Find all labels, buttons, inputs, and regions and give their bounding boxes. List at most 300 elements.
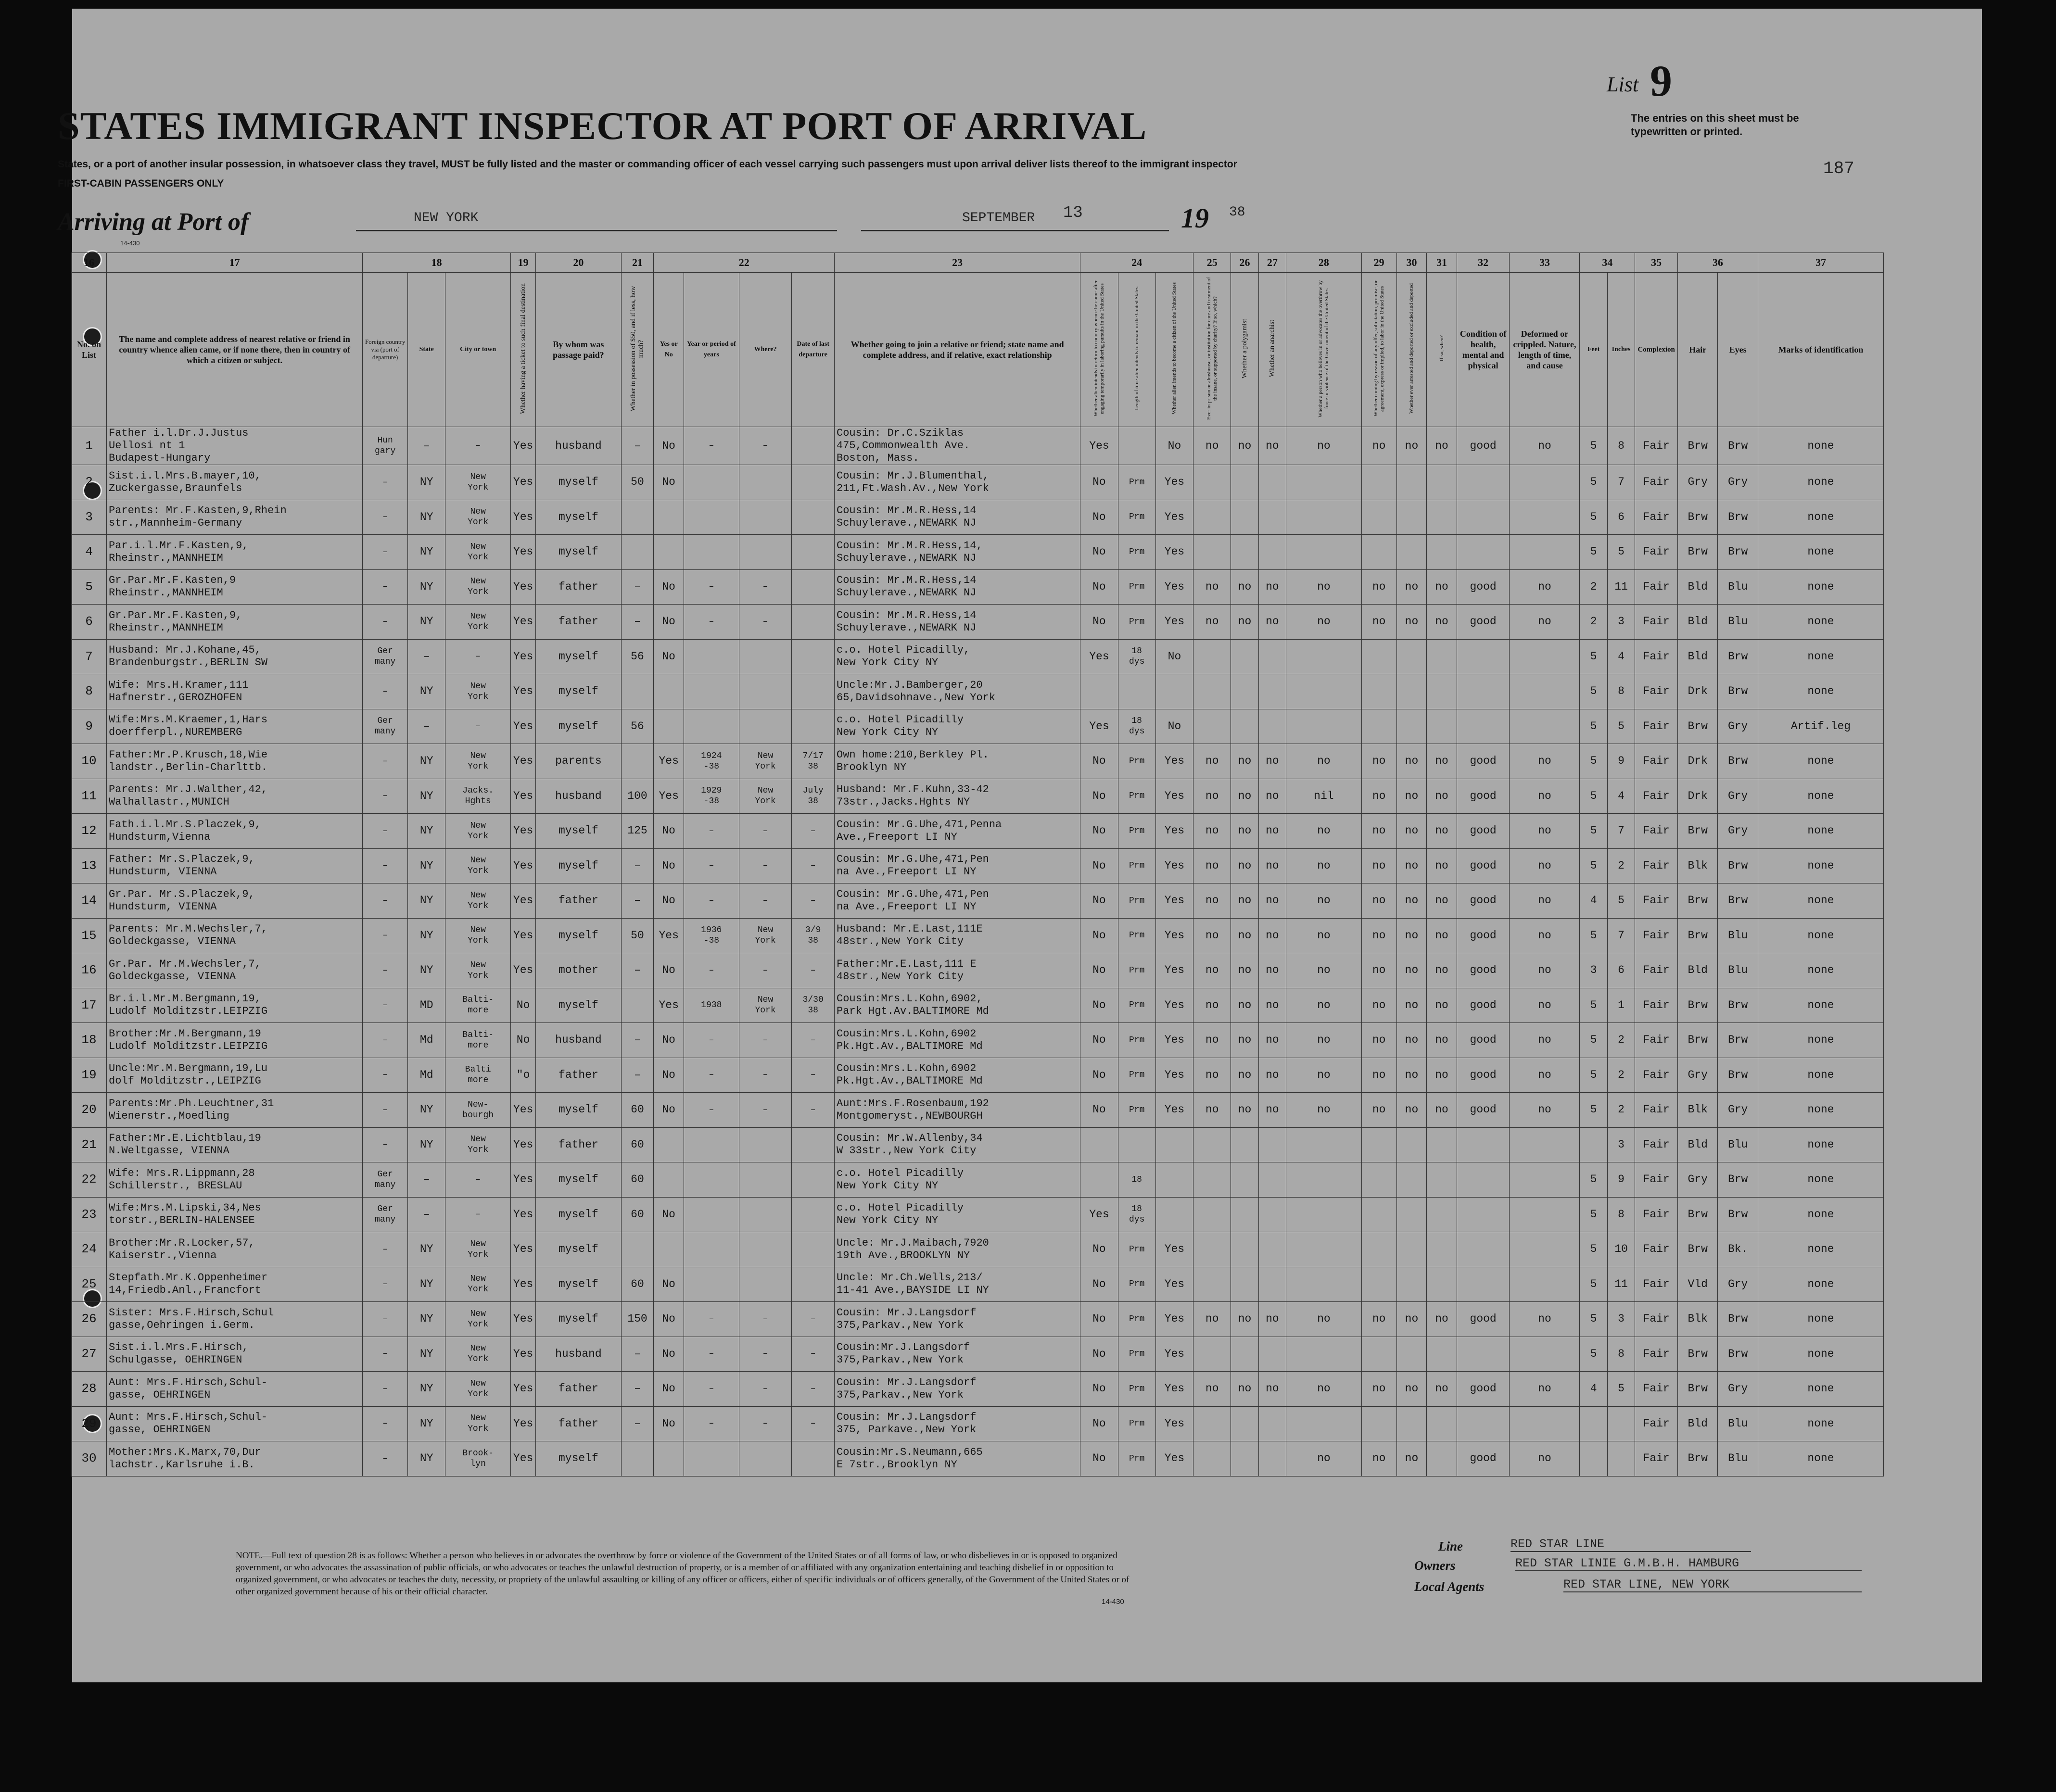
state-cell: – [408,639,445,674]
nearest-relative-cell: Father:Mr.P.Krusch,18,Wie landstr.,Berlin-Charlttb. [107,744,363,779]
ticket-cell: Yes [511,569,536,605]
q30-cell [1396,1232,1427,1267]
nearest-relative-cell: Parents: Mr.J.Walther,42, Walhallastr.,MUNICH [107,779,363,814]
q31-cell: no [1427,744,1457,779]
purpose-length-cell: Prm [1118,1406,1155,1441]
purpose-length-cell: 18 [1118,1162,1155,1198]
marks-cell: none [1758,814,1883,849]
purpose-return-cell: No [1080,1302,1118,1337]
anarchist-cell: no [1258,605,1286,640]
departure-date-cell [792,465,835,500]
period-cell: – [684,1093,739,1128]
eyes-cell: Bk. [1718,1232,1758,1267]
departure-date-cell [792,709,835,744]
q30-cell [1396,709,1427,744]
health-cell: good [1457,1441,1510,1477]
polygamist-cell: no [1231,569,1258,605]
feet-cell: 5 [1580,1302,1607,1337]
foreign-country-cell: – [363,883,408,919]
q31-cell [1427,465,1457,500]
anarchist-cell: no [1258,988,1286,1023]
purpose-return-cell [1080,1162,1118,1198]
before-in-us-cell: No [654,1372,684,1407]
header-passage-paid: By whom was passage paid? [536,273,621,427]
col-number: 30 [1396,253,1427,273]
header-q29-text: Whether coming by reason of any offer, solicitation, promise, or agreement, express or implied, to labor in the United States [1372,280,1385,416]
where-cell: – [739,1372,792,1407]
purpose-citizen-cell: Yes [1155,1337,1193,1372]
purpose-citizen-cell: Yes [1155,1232,1193,1267]
inches-cell: 6 [1607,500,1635,535]
period-cell: – [684,1372,739,1407]
inches-cell: 2 [1607,1023,1635,1058]
purpose-length-cell [1118,674,1155,709]
anarchist-cell [1258,1197,1286,1232]
table-row [72,1023,1884,1058]
anarchist-cell: no [1258,779,1286,814]
ticket-cell: Yes [511,814,536,849]
header-eyes: Eyes [1718,273,1758,427]
prison-cell [1193,1441,1231,1477]
eyes-cell: Brw [1718,535,1758,570]
feet-cell [1580,1441,1607,1477]
complexion-cell: Fair [1635,1372,1678,1407]
health-cell: good [1457,605,1510,640]
purpose-return-cell: No [1080,605,1118,640]
row-number: 21 [72,1127,107,1162]
city-cell: New York [445,883,511,919]
feet-cell: 2 [1580,569,1607,605]
eyes-cell: Gry [1718,1372,1758,1407]
nearest-relative-cell: Wife:Mrs.M.Kraemer,1,Hars doerfferpl.,NUREMBERG [107,709,363,744]
city-cell: – [445,1197,511,1232]
complexion-cell: Fair [1635,535,1678,570]
purpose-citizen-cell: Yes [1155,744,1193,779]
feet-cell: 5 [1580,1337,1607,1372]
inches-cell [1607,1441,1635,1477]
header-health: Condition of health, mental and physical [1457,273,1510,427]
typewritten-note: The entries on this sheet must be typewritten or printed. [1631,112,1799,138]
nearest-relative-cell: Husband: Mr.J.Kohane,45, Brandenburgstr.,BERLIN SW [107,639,363,674]
period-cell: – [684,1406,739,1441]
state-cell: NY [408,1093,445,1128]
q30-cell [1396,1197,1427,1232]
deformed-cell [1510,535,1580,570]
q29-cell [1361,709,1396,744]
q29-cell: no [1361,779,1396,814]
complexion-cell: Fair [1635,1302,1678,1337]
joining-cell: Own home:210,Berkley Pl. Brooklyn NY [835,744,1080,779]
row-number: 1 [72,427,107,465]
passage-paid-cell: father [536,569,621,605]
table-row [72,1372,1884,1407]
header-prison-text: Ever in prison or almshouse, or institution for care and treatment of the insane, or supported by charity? If so, which? [1206,277,1218,420]
feet-cell: 5 [1580,1267,1607,1302]
departure-date-cell: – [792,1302,835,1337]
city-cell: New York [445,1267,511,1302]
where-cell: – [739,814,792,849]
polygamist-cell: no [1231,988,1258,1023]
foreign-country-cell: – [363,848,408,883]
period-cell [684,465,739,500]
joining-cell: Cousin: Mr.M.R.Hess,14 Schuylerave.,NEWARK NJ [835,569,1080,605]
city-cell: – [445,639,511,674]
foreign-country-cell: – [363,605,408,640]
city-cell: New York [445,1337,511,1372]
joining-cell: Cousin: Mr.J.Langsdorf 375, Parkave.,New York [835,1406,1080,1441]
q30-cell: no [1396,569,1427,605]
where-cell: – [739,1058,792,1093]
deformed-cell: no [1510,1093,1580,1128]
health-cell: good [1457,744,1510,779]
hair-cell: Brw [1677,918,1717,953]
joining-cell: c.o. Hotel Picadilly New York City NY [835,709,1080,744]
arrival-year-suffix: 38 [1229,205,1245,220]
departure-date-cell [792,535,835,570]
period-cell: – [684,605,739,640]
marks-cell: none [1758,1162,1883,1198]
nearest-relative-cell: Parents: Mr.M.Wechsler,7, Goldeckgasse, VIENNA [107,918,363,953]
anarchist-cell [1258,709,1286,744]
q30-cell [1396,639,1427,674]
passenger-manifest-table [71,252,1884,1477]
ticket-cell: Yes [511,535,536,570]
passage-paid-cell: myself [536,639,621,674]
header-purpose-b [1118,273,1155,427]
anarchist-cell [1258,465,1286,500]
header-deformed: Deformed or crippled. Nature, length of time, and cause [1510,273,1580,427]
deformed-cell [1510,674,1580,709]
complexion-cell: Fair [1635,1197,1678,1232]
joining-cell: Cousin: Mr.M.R.Hess,14 Schuylerave.,NEWARK NJ [835,605,1080,640]
anarchist-cell [1258,535,1286,570]
q31-cell [1427,709,1457,744]
row-number: 9 [72,709,107,744]
table-row [72,883,1884,919]
anarchist-cell [1258,1337,1286,1372]
header-anarchist [1258,273,1286,427]
purpose-length-cell: Prm [1118,1058,1155,1093]
ticket-cell: Yes [511,605,536,640]
q29-cell: no [1361,953,1396,988]
polygamist-cell [1231,1162,1258,1198]
foreign-country-cell: – [363,988,408,1023]
before-in-us-cell: No [654,1302,684,1337]
row-number: 26 [72,1302,107,1337]
marks-cell: none [1758,918,1883,953]
ticket-cell: Yes [511,427,536,465]
date-underline [861,230,1169,231]
period-cell: 1938 [684,988,739,1023]
before-in-us-cell: Yes [654,744,684,779]
header-date-departure: Date of last departure [792,273,835,427]
complexion-cell: Fair [1635,848,1678,883]
health-cell [1457,674,1510,709]
health-cell [1457,1337,1510,1372]
joining-cell: Cousin:Mr.J.Langsdorf 375,Parkav.,New York [835,1337,1080,1372]
line-value: RED STAR LINE [1510,1537,1751,1552]
period-cell: – [684,1302,739,1337]
anarchist-cell: no [1258,1372,1286,1407]
period-cell [684,1441,739,1477]
polygamist-cell [1231,1127,1258,1162]
period-cell [684,1232,739,1267]
instruction-line: States, or a port of another insular possession, in whatsoever class they travel, MUST be fully listed and the master or commanding officer of each vessel carrying such passengers must upon arrival deliver lists thereof to the immigrant inspector [58,159,1237,170]
prison-cell: no [1193,1058,1231,1093]
q31-cell [1427,1232,1457,1267]
prison-cell [1193,1337,1231,1372]
joining-cell: Uncle: Mr.Ch.Wells,213/ 11-41 Ave.,BAYSIDE LI NY [835,1267,1080,1302]
complexion-cell: Fair [1635,709,1678,744]
purpose-length-cell: Prm [1118,465,1155,500]
marks-cell: none [1758,1372,1883,1407]
purpose-citizen-cell: Yes [1155,953,1193,988]
state-cell: NY [408,1406,445,1441]
passage-paid-cell: parents [536,744,621,779]
purpose-citizen-cell [1155,674,1193,709]
q31-cell: no [1427,814,1457,849]
purpose-citizen-cell [1155,1197,1193,1232]
departure-date-cell [792,1197,835,1232]
arriving-label: Arriving at Port of [58,208,249,236]
city-cell: New York [445,1127,511,1162]
city-cell: – [445,1162,511,1198]
feet-cell: 5 [1580,744,1607,779]
q29-cell: no [1361,744,1396,779]
q30-cell [1396,535,1427,570]
q28-cell: no [1286,918,1362,953]
departure-date-cell: – [792,814,835,849]
passage-paid-cell: myself [536,500,621,535]
ticket-cell: Yes [511,1162,536,1198]
joining-cell: Cousin: Mr.G.Uhe,471,Pen na Ave.,Freeport LI NY [835,848,1080,883]
q31-cell: no [1427,1058,1457,1093]
passage-paid-cell: myself [536,1441,621,1477]
anarchist-cell: no [1258,848,1286,883]
eyes-cell: Blu [1718,605,1758,640]
money-cell [621,535,654,570]
money-cell: 100 [621,779,654,814]
foreign-country-cell: – [363,1441,408,1477]
city-cell: New York [445,535,511,570]
eyes-cell: Gry [1718,465,1758,500]
hair-cell: Brw [1677,1372,1717,1407]
marks-cell: none [1758,1406,1883,1441]
anarchist-cell [1258,1127,1286,1162]
ticket-cell: Yes [511,918,536,953]
state-cell: – [408,1197,445,1232]
health-cell [1457,1162,1510,1198]
before-in-us-cell: No [654,1093,684,1128]
table-row [72,639,1884,674]
eyes-cell: Brw [1718,427,1758,465]
marks-cell: none [1758,569,1883,605]
health-cell: good [1457,1058,1510,1093]
q28-cell: no [1286,569,1362,605]
purpose-length-cell: Prm [1118,1372,1155,1407]
city-cell: Jacks. Hghts [445,779,511,814]
health-cell [1457,1232,1510,1267]
money-cell: 60 [621,1197,654,1232]
feet-cell: 2 [1580,605,1607,640]
deformed-cell [1510,709,1580,744]
deformed-cell: no [1510,1058,1580,1093]
purpose-length-cell: Prm [1118,1337,1155,1372]
feet-cell: 5 [1580,1232,1607,1267]
ticket-cell: "o [511,1058,536,1093]
eyes-cell: Brw [1718,848,1758,883]
passage-paid-cell: husband [536,427,621,465]
ticket-cell: No [511,1023,536,1058]
deformed-cell: no [1510,1302,1580,1337]
eyes-cell: Brw [1718,500,1758,535]
state-cell: Md [408,1058,445,1093]
departure-date-cell: – [792,953,835,988]
health-cell [1457,709,1510,744]
departure-date-cell [792,500,835,535]
purpose-return-cell: No [1080,535,1118,570]
eyes-cell: Blu [1718,918,1758,953]
period-cell: – [684,1023,739,1058]
period-cell [684,639,739,674]
eyes-cell: Gry [1718,1267,1758,1302]
health-cell: good [1457,1372,1510,1407]
money-cell: – [621,1023,654,1058]
prison-cell [1193,1197,1231,1232]
purpose-return-cell: No [1080,1406,1118,1441]
complexion-cell: Fair [1635,674,1678,709]
deformed-cell [1510,1232,1580,1267]
purpose-length-cell: Prm [1118,779,1155,814]
complexion-cell: Fair [1635,883,1678,919]
deformed-cell: no [1510,1441,1580,1477]
row-number: 14 [72,883,107,919]
money-cell: 50 [621,465,654,500]
nearest-relative-cell: Gr.Par. Mr.S.Placzek,9, Hundsturm, VIENNA [107,883,363,919]
header-ticket [511,273,536,427]
q28-cell [1286,1267,1362,1302]
money-cell [621,988,654,1023]
q29-cell [1361,1267,1396,1302]
inches-cell [1607,1406,1635,1441]
col-number: 36 [1677,253,1758,273]
before-in-us-cell: No [654,814,684,849]
col-number: 27 [1258,253,1286,273]
departure-date-cell: 3/30 38 [792,988,835,1023]
ticket-cell: Yes [511,639,536,674]
table-row [72,1058,1884,1093]
col-number: 26 [1231,253,1258,273]
purpose-length-cell: Prm [1118,500,1155,535]
header-city: City or town [445,273,511,427]
purpose-return-cell: No [1080,569,1118,605]
header-polygamist [1231,273,1258,427]
city-cell: New- bourgh [445,1093,511,1128]
q29-cell [1361,500,1396,535]
row-number: 5 [72,569,107,605]
marks-cell: none [1758,1232,1883,1267]
inches-cell: 2 [1607,1058,1635,1093]
city-cell: New York [445,1372,511,1407]
purpose-length-cell: 18 dys [1118,1197,1155,1232]
eyes-cell: Brw [1718,639,1758,674]
purpose-citizen-cell: Yes [1155,1023,1193,1058]
complexion-cell: Fair [1635,744,1678,779]
q31-cell: no [1427,883,1457,919]
where-cell: – [739,569,792,605]
polygamist-cell [1231,1337,1258,1372]
period-cell [684,500,739,535]
departure-date-cell [792,427,835,465]
period-cell: 1936 -38 [684,918,739,953]
col-number: 34 [1580,253,1635,273]
eyes-cell: Gry [1718,779,1758,814]
health-cell: good [1457,953,1510,988]
passage-paid-cell: father [536,1372,621,1407]
complexion-cell: Fair [1635,1093,1678,1128]
hair-cell: Gry [1677,465,1717,500]
polygamist-cell [1231,1441,1258,1477]
city-cell: New York [445,674,511,709]
prison-cell: no [1193,1372,1231,1407]
state-cell: NY [408,1267,445,1302]
state-cell: NY [408,918,445,953]
q28-cell: no [1286,848,1362,883]
purpose-citizen-cell: Yes [1155,1372,1193,1407]
q28-cell [1286,1197,1362,1232]
nearest-relative-cell: Stepfath.Mr.K.Oppenheimer 14,Friedb.Anl.,Francfort [107,1267,363,1302]
purpose-citizen-cell: Yes [1155,814,1193,849]
departure-date-cell [792,605,835,640]
departure-date-cell: – [792,848,835,883]
hair-cell: Bld [1677,1127,1717,1162]
where-cell [739,1441,792,1477]
money-cell: – [621,427,654,465]
health-cell: good [1457,779,1510,814]
col-number: 35 [1635,253,1678,273]
before-in-us-cell: No [654,1197,684,1232]
prison-cell [1193,500,1231,535]
polygamist-cell [1231,1197,1258,1232]
anarchist-cell: no [1258,569,1286,605]
money-cell: – [621,883,654,919]
before-in-us-cell: No [654,427,684,465]
table-row [72,427,1884,465]
before-in-us-cell: Yes [654,918,684,953]
nearest-relative-cell: Brother:Mr.M.Bergmann,19 Ludolf Molditzstr.LEIPZIG [107,1023,363,1058]
purpose-length-cell: Prm [1118,1232,1155,1267]
table-row [72,1302,1884,1337]
deformed-cell: no [1510,569,1580,605]
deformed-cell [1510,1127,1580,1162]
eyes-cell: Brw [1718,1197,1758,1232]
q31-cell: no [1427,1302,1457,1337]
joining-cell: Husband: Mr.E.Last,111E 48str.,New York City [835,918,1080,953]
passage-paid-cell: father [536,1127,621,1162]
q28-cell: nil [1286,779,1362,814]
q31-cell: no [1427,1372,1457,1407]
purpose-return-cell: No [1080,744,1118,779]
city-cell: Balti- more [445,1023,511,1058]
list-label: List [1607,73,1639,96]
money-cell: 60 [621,1162,654,1198]
complexion-cell: Fair [1635,500,1678,535]
hair-cell: Gry [1677,1058,1717,1093]
header-feet: Feet [1580,273,1607,427]
health-cell [1457,1197,1510,1232]
inches-cell: 7 [1607,465,1635,500]
eyes-cell: Brw [1718,883,1758,919]
